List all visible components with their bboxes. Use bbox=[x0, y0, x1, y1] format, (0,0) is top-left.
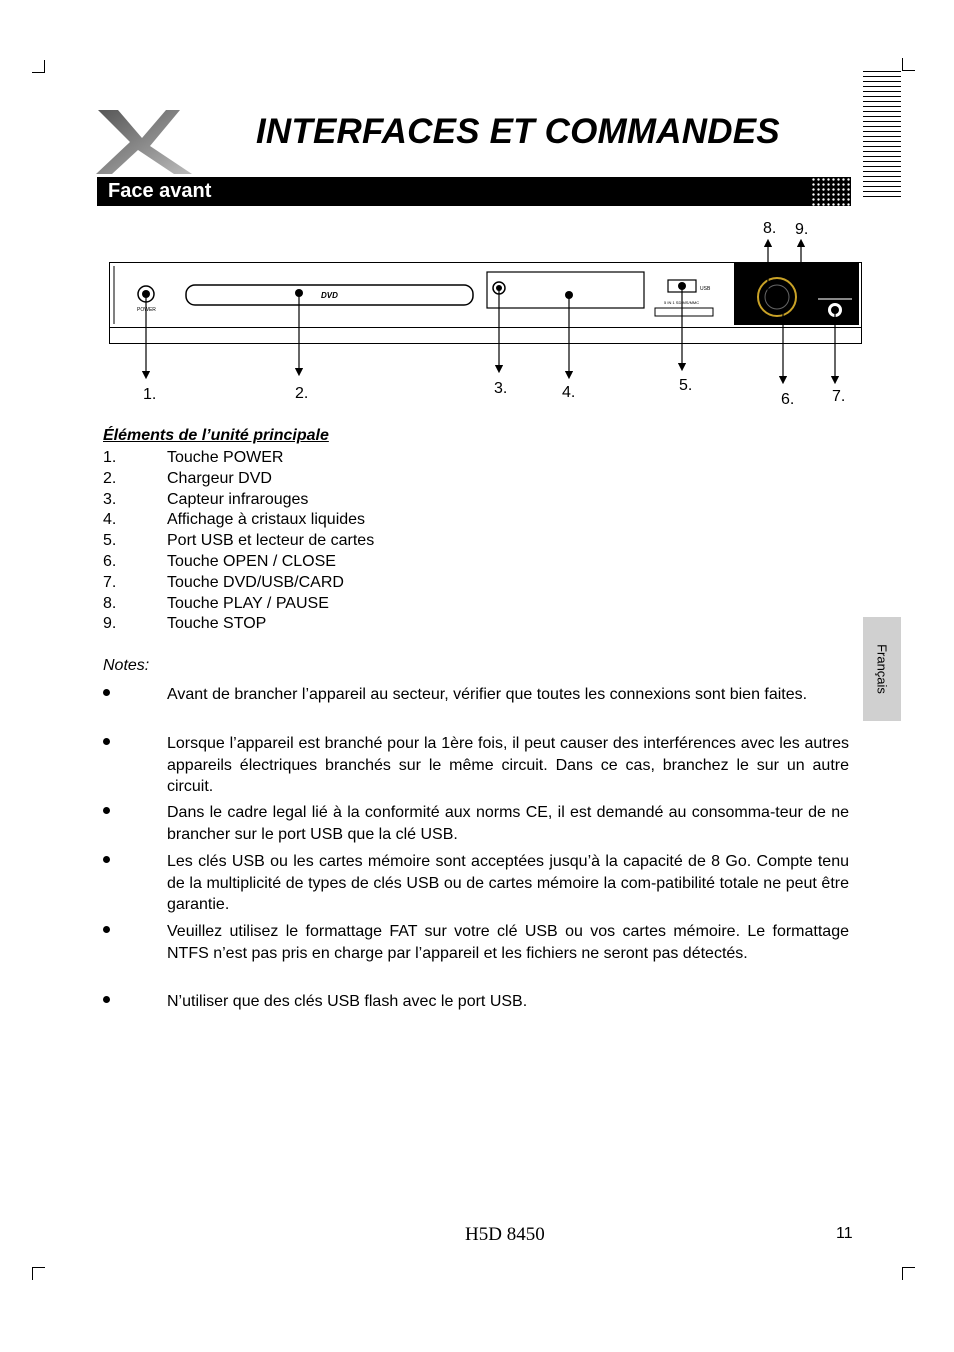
section-title: Face avant bbox=[108, 180, 212, 202]
callout-8: 8. bbox=[763, 220, 777, 237]
language-tab: Français bbox=[863, 617, 901, 721]
callout-5: 5. bbox=[679, 377, 693, 394]
callout-6: 6. bbox=[781, 391, 795, 408]
list-item: 8. Touche PLAY / PAUSE bbox=[103, 594, 329, 612]
crop-mark-bottom-left bbox=[32, 1267, 45, 1280]
callout-3: 3. bbox=[494, 380, 508, 397]
callout-1: 1. bbox=[143, 386, 157, 403]
page-title: INTERFACES ET COMMANDES bbox=[256, 112, 780, 151]
callout-2: 2. bbox=[295, 385, 309, 402]
elements-heading: Éléments de l’unité principale bbox=[103, 427, 329, 444]
callout-9: 9. bbox=[795, 221, 809, 238]
lcd-display bbox=[487, 272, 644, 308]
elements-list bbox=[103, 448, 374, 635]
page-number: 11 bbox=[836, 1225, 853, 1242]
front-panel-diagram bbox=[0, 0, 954, 420]
crop-mark-bottom-right bbox=[902, 1267, 915, 1280]
card-slot bbox=[655, 308, 713, 316]
usb-label: USB bbox=[700, 286, 711, 292]
list-item: 7. Touche DVD/USB/CARD bbox=[103, 573, 344, 591]
list-item: 9. Touche STOP bbox=[103, 615, 267, 633]
notes-heading: Notes: bbox=[103, 657, 150, 674]
list-item: 4. Affichage à cristaux liquides bbox=[103, 511, 366, 529]
footer-model: H5D 8450 bbox=[465, 1224, 545, 1245]
power-label: POWER bbox=[137, 307, 156, 313]
list-item: 3. Capteur infrarouges bbox=[103, 490, 309, 508]
list-item: 5. Port USB et lecteur de cartes bbox=[103, 532, 375, 550]
list-item: 1. Touche POWER bbox=[103, 449, 284, 466]
list-item: 2. Chargeur DVD bbox=[103, 469, 272, 487]
callout-7: 7. bbox=[832, 388, 846, 405]
dvd-logo-label: DVD bbox=[321, 291, 338, 300]
callout-4: 4. bbox=[562, 384, 576, 401]
list-item: 6. Touche OPEN / CLOSE bbox=[103, 552, 336, 570]
card-label: 5 IN 1 SD/MS/MMC bbox=[664, 300, 700, 305]
